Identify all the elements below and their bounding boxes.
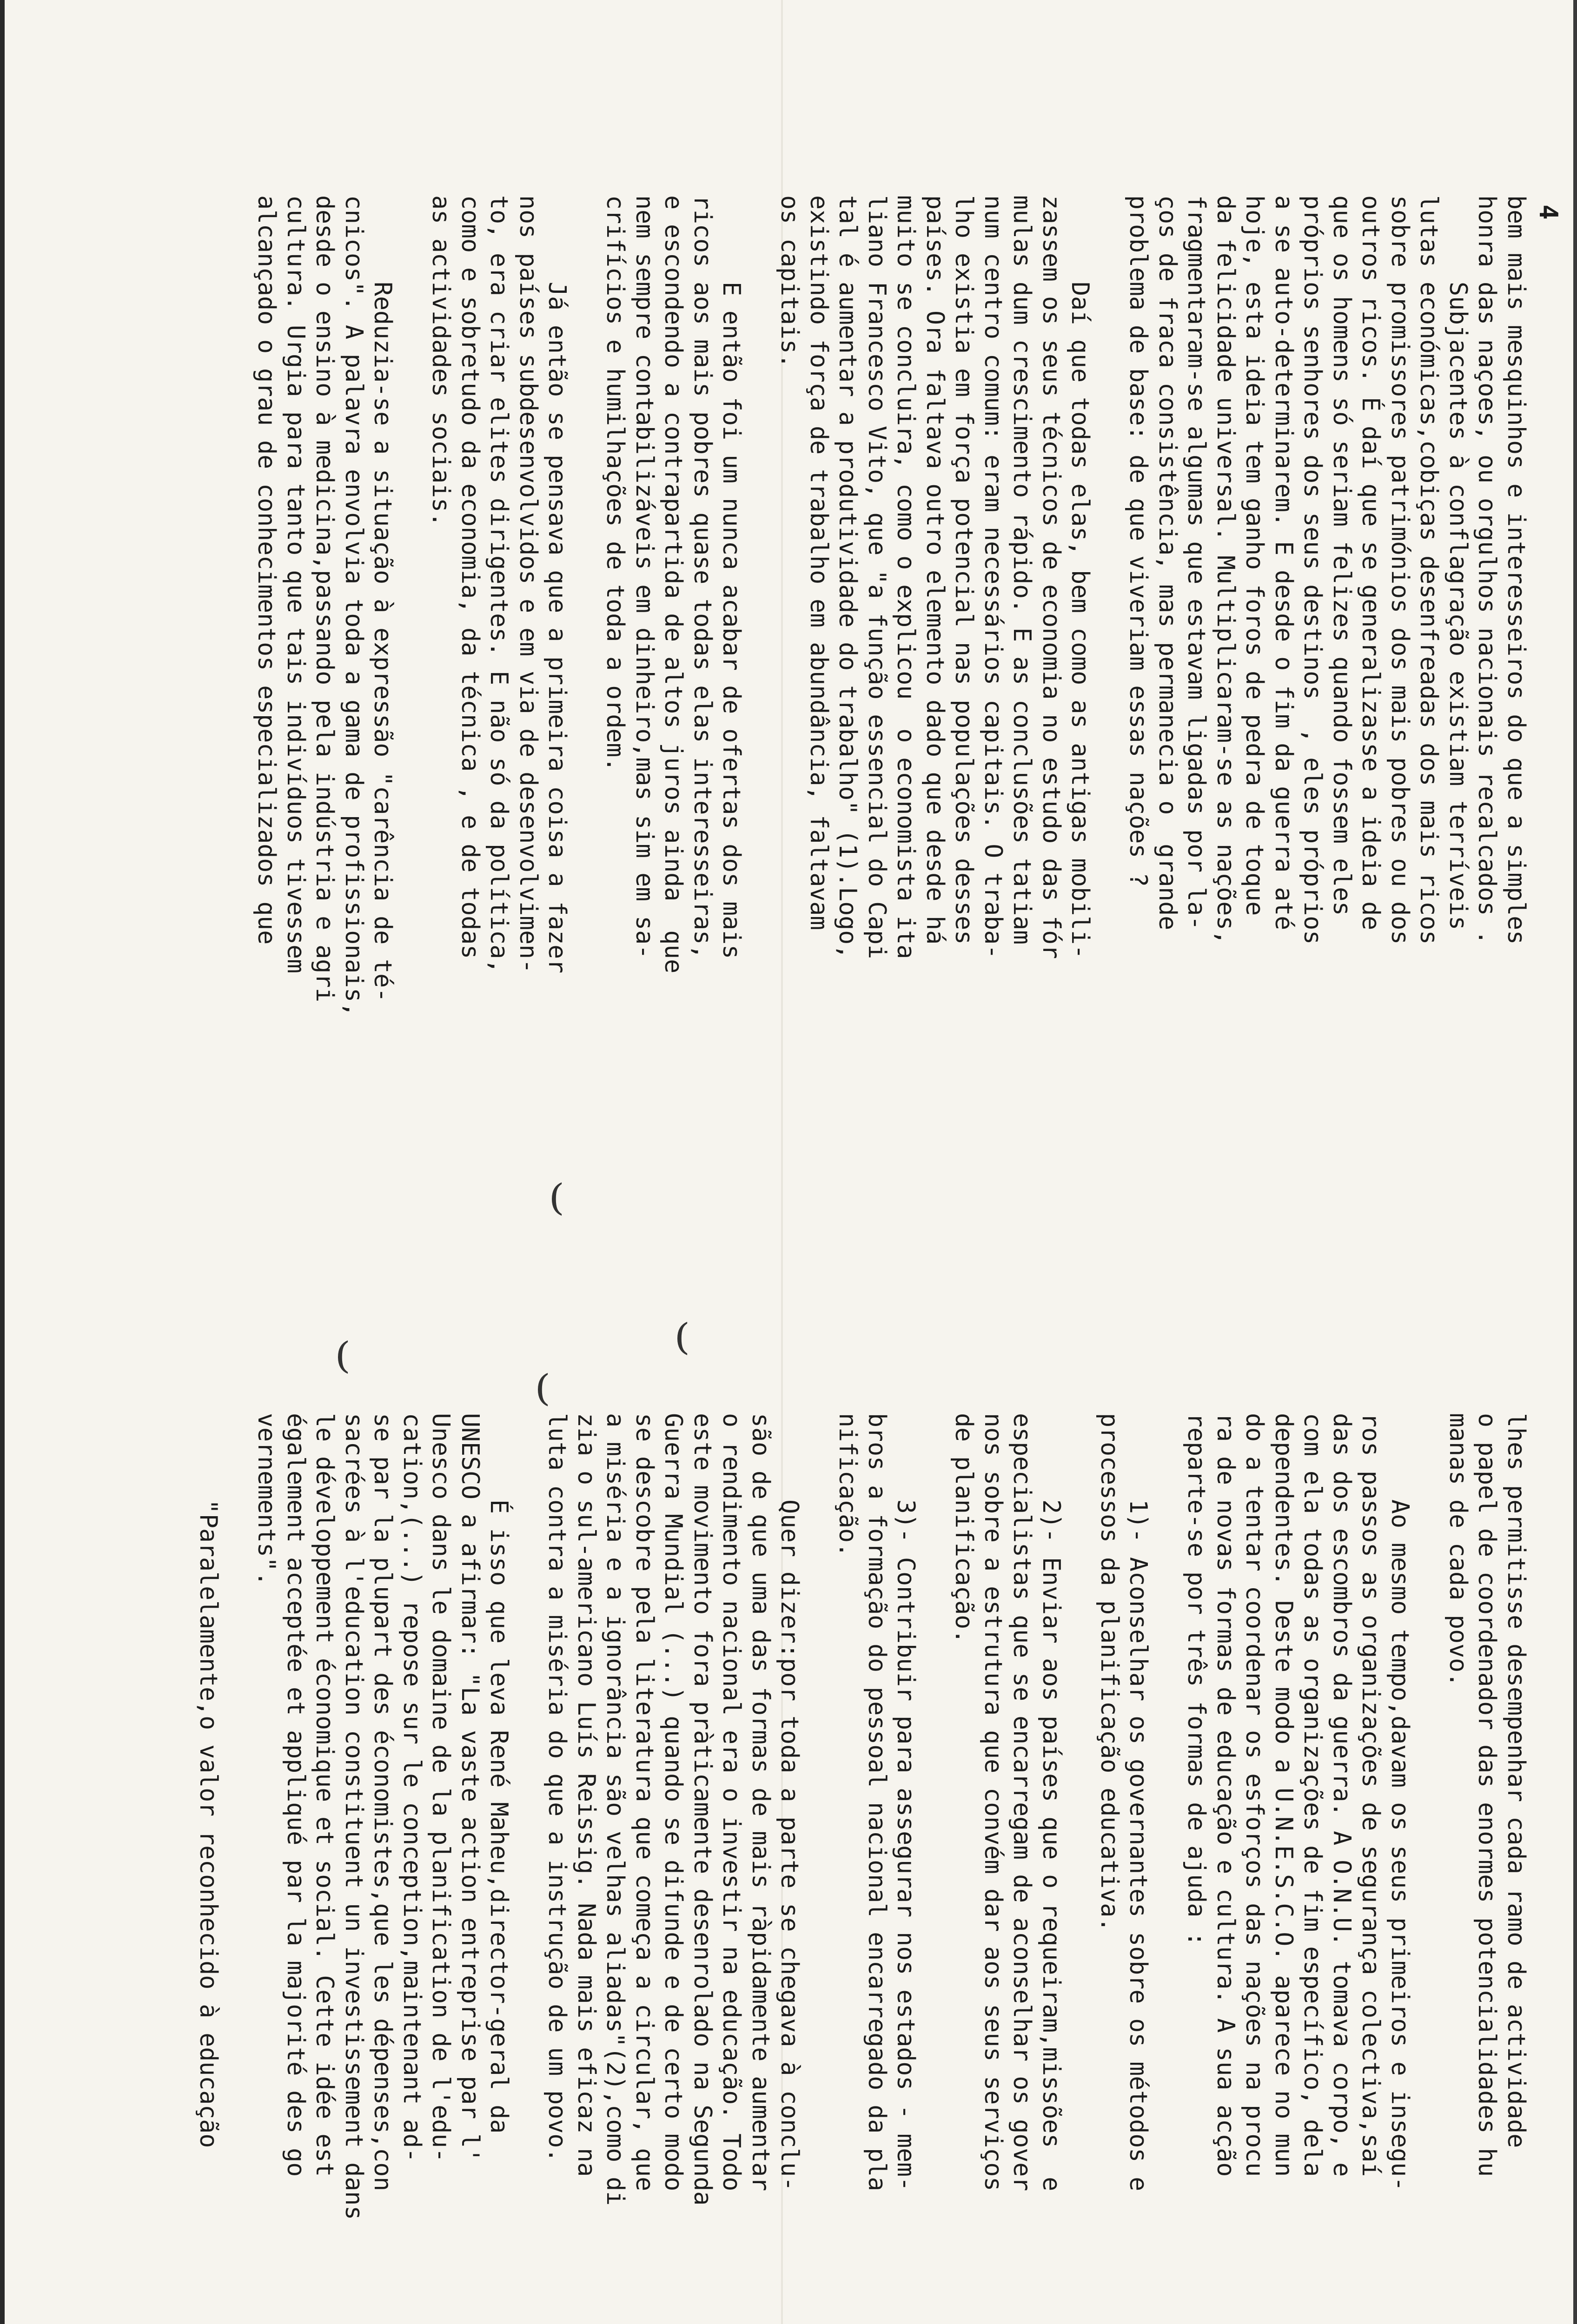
staple-mark: ⁽ — [535, 1362, 551, 1438]
staple-mark: ⁽ — [549, 1171, 565, 1247]
staple-mark: ⁽ — [674, 1311, 690, 1386]
staple-mark: ⁽ — [335, 1329, 351, 1405]
right-page-text: lhes permitisse desempenhar cada ramo de actividade o papel de coordenador das enormes potencialidades hu manas de cada povo. Ao mesmo tempo,davam os seus primeiros e insegu- ros passos as organizações de segurança colectiva,saí das dos escombros da guerra. A O.N.U. tomava corpo, e com ela todas as organizações de fim específico, dela dependentes. Deste modo a U.N.E.S.C.O. aparece no mun do a tentar coordenar os esforços das nações na procu ra de novas formas de educação e cultura. A sua acção reparte-se por três formas de ajuda : 1)- Aconselhar os governantes sobre os métodos e processos da planificação educativa. 2)- Enviar aos países que o requeiram,missões e especialistas que se encarregam de aconselhar os gover nos sobre a estrutura que convém dar aos seus serviços de planificação. 3)- Contribuir para assegurar nos estados - mem- bros a formação do pessoal nacional encarregado da pla nificação. Quer dizer:por toda a parte se chegava à conclu- são de que uma das formas de mais ràpidamente aumentar o rendimento nacional era o investir na educação. Todo este movimento fora pràticamente desenrolado na Segunda Guerra Mundial (...) quando se difunde e de certo modo se descobre pela literatura que começa a circular, que a miséria e a ignorância são velhas aliadas"(2),como di zia o sul-americano Luís Reissig. Nada mais eficaz na luta contra a miséria do que a instrução de um povo. É isso que leva René Maheu,director-geral da UNESCO a afirmar: "La vaste action entreprise par l' Unesco dans le domaine de la planification de l'edu- cation,(...) repose sur le conception,maintenant ad- se par la plupart des économistes,que les dépenses,con sacrées à l'education constituent un investissement dans le développement économique et social. Cette idée est également acceptée et appliqué par la majorité des go vernements". "Paralelamente,o valor reconhecido à educação — [194, 1413, 1530, 2220]
page-number-left: 4 — [1534, 205, 1563, 220]
left-page-text: bem mais mesquinhos e interesseiros do que a simples honra das naçoes, ou orgulhos nacionais recalcados . Subjacentes à conflagração existiam terríveis lutas económicas,cobiças desenfreadas dos mais ricos sobre promissores patrimónios dos mais pobres ou dos outros ricos. É daí que se generalizasse a ideia de que os homens só seriam felizes quando fossem eles próprios senhores dos seus destinos , eles próprios a se auto-determinarem. E desde o fim da guerra até hoje, esta ideia tem ganho foros de pedra de toque da felicidade universal. Multiplicaram-se as nações, fragmentaram-se algumas que estavam ligadas por la- ços de fraca consistência, mas permanecia o grande problema de base: de que viveriam essas nações ? Daí que todas elas, bem como as antigas mobili- zassem os seus técnicos de economia no estudo das fór mulas dum crescimento rápido. E as conclusões tatiam num centro comum: eram necessários capitais. O traba- lho existia em força potencial nas populações desses países. Ora faltava outro elemento dado que desde há muito se concluira, como o explicou o economista ita liano Francesco Vito, que "a função essencial do Capi tal é aumentar a produtividade do trabalho" (1).Logo, existindo força de trabalho em abundância, faltavam os capitais. E então foi um nunca acabar de ofertas dos mais ricos aos mais pobres quase todas elas interesseiras, e escondendo a contrapartida de altos juros ainda que nem sempre contabilizáveis em dinheiro,mas sim em sa- crifícios e humilhações de toda a ordem. Já então se pensava que a primeira coisa a fazer nos países subdesenvolvidos e em via de desenvolvimen- to, era criar elites dirigentes. E não só da política, como e sobretudo da economia, da técnica , e de todas as actividades sociais. Reduzia-se a situação à expressão "carência de té- cnicos". A palavra envolvia toda a gama de profissionais, desde o ensino à medicina,passando pela indústria e agri cultura. Urgia para tanto que tais indivíduos tivessem alcançado o grau de conhecimentos especializados que — [252, 195, 1530, 1017]
